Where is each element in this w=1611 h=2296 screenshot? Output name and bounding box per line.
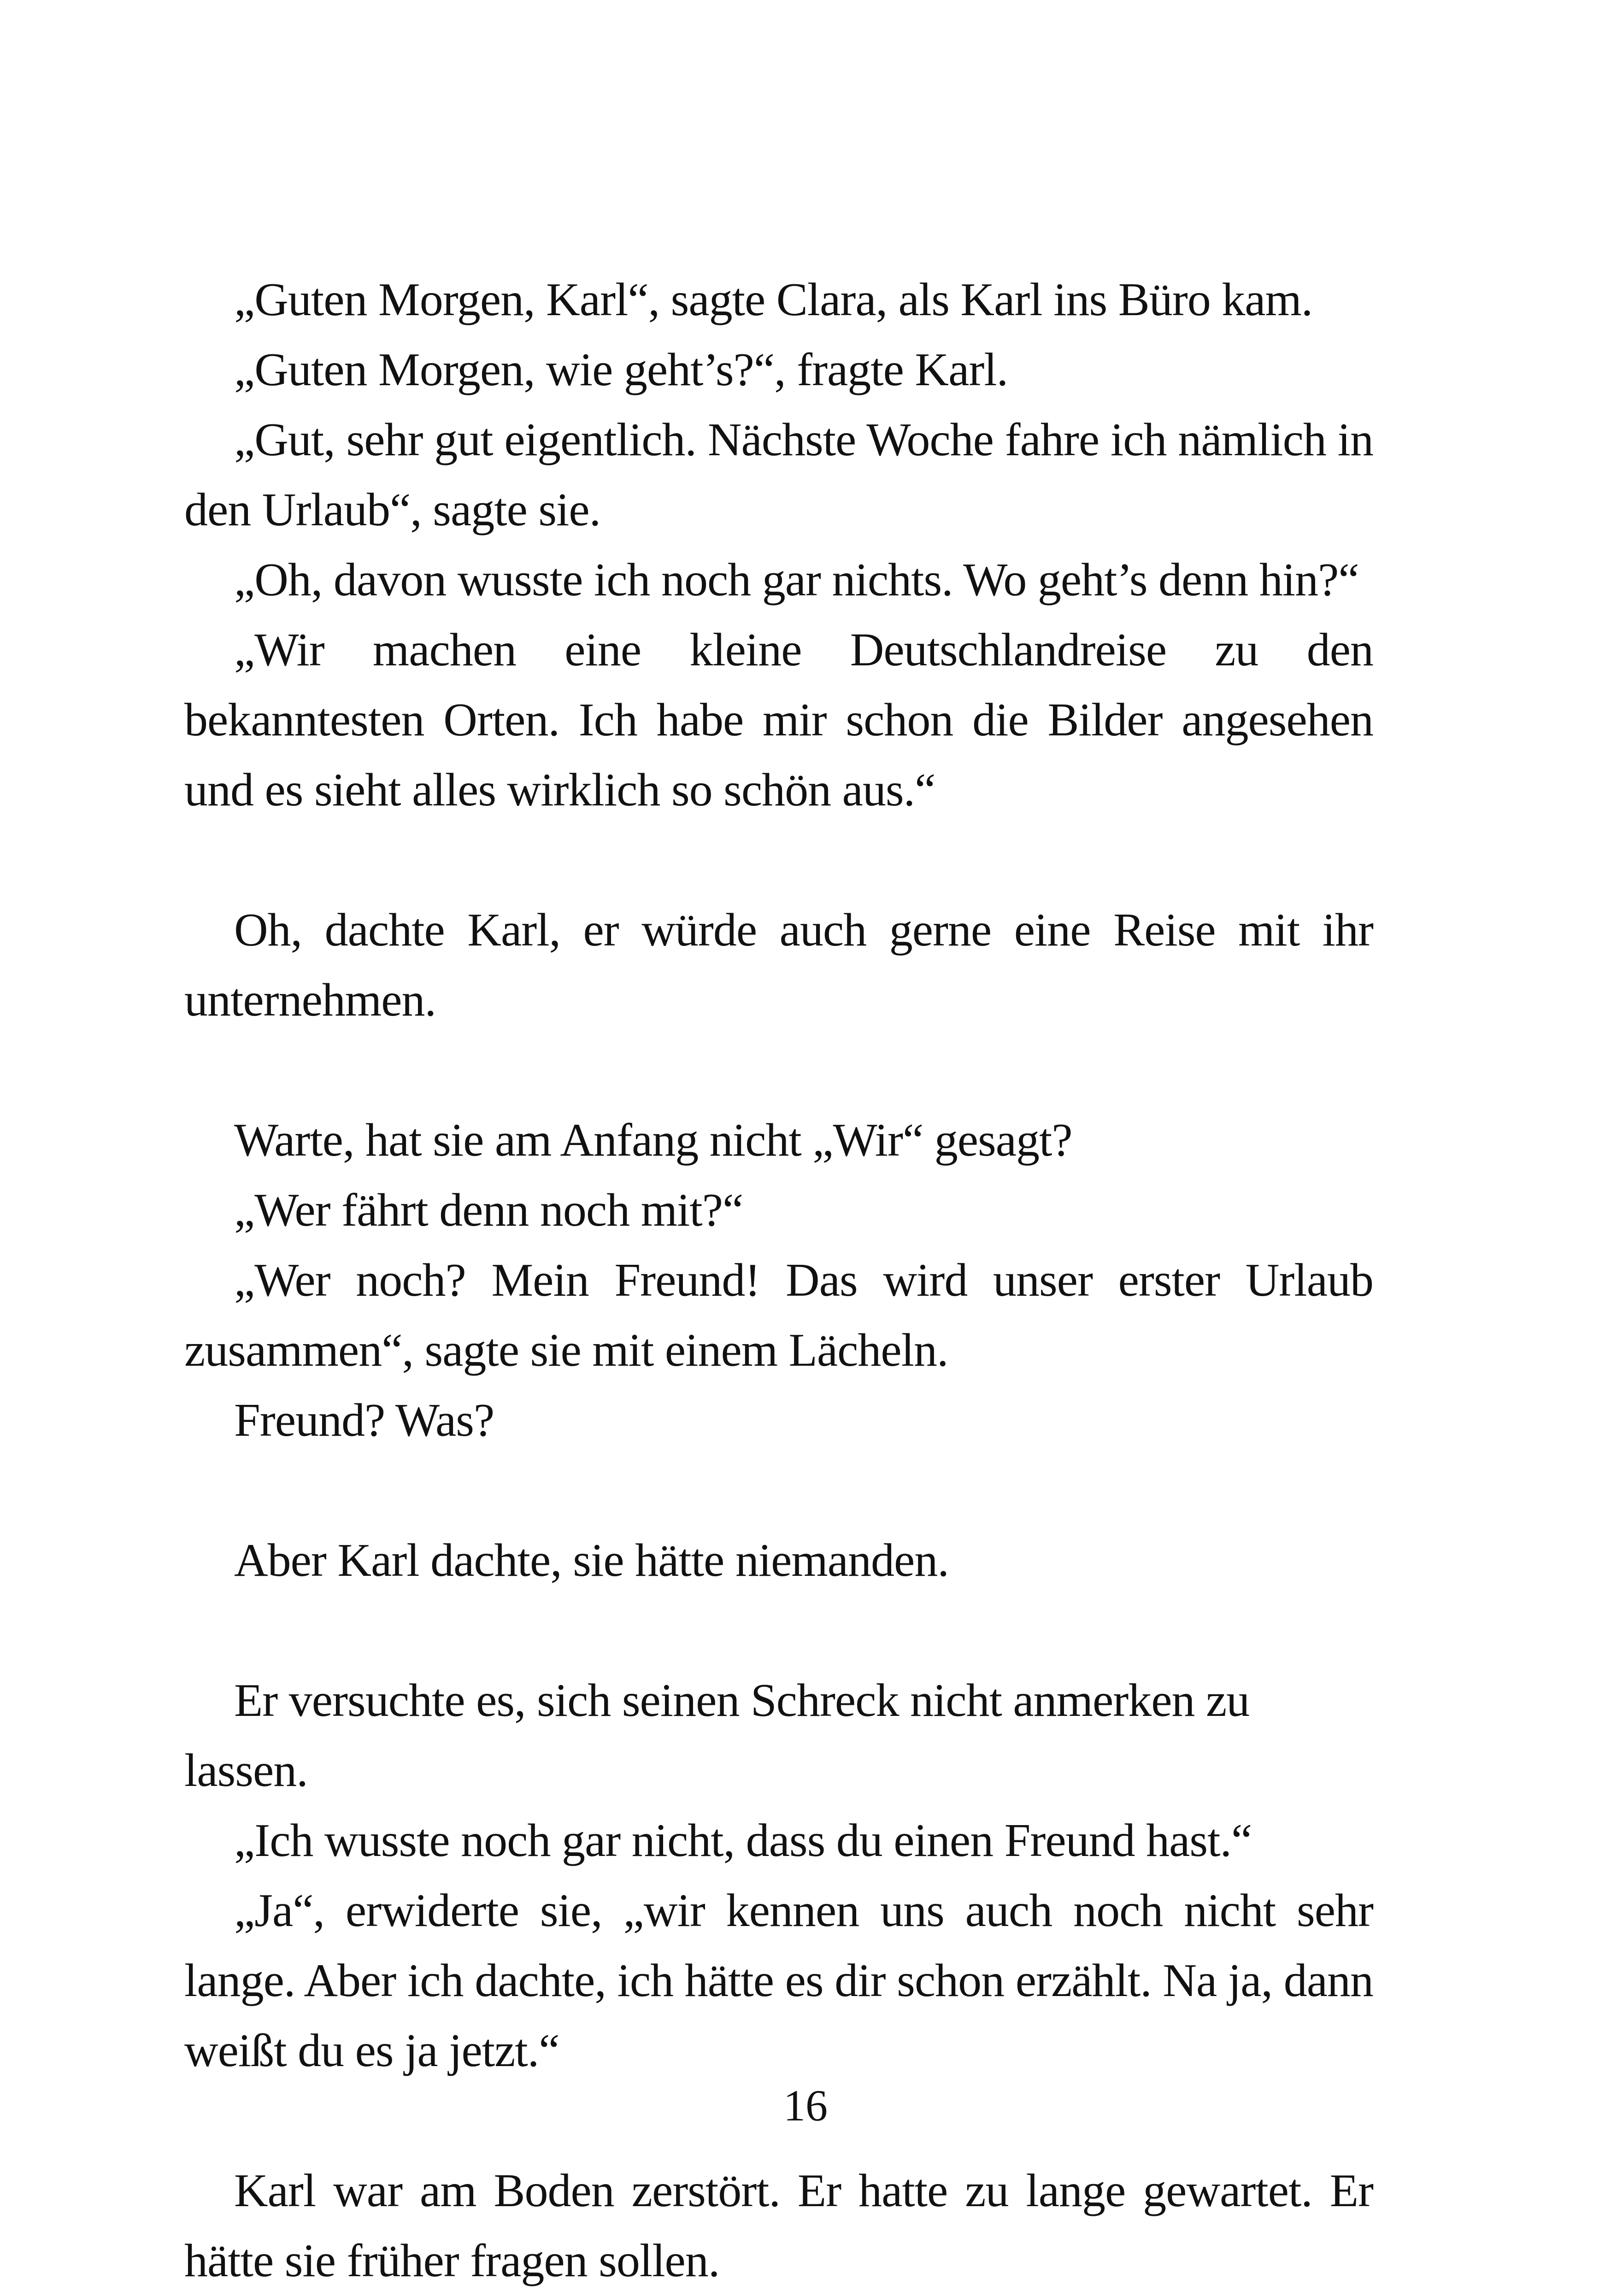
paragraph: „Guten Morgen, wie geht’s?“, fragte Karl. <box>234 344 1008 396</box>
paragraph: Warte, hat sie am Anfang nicht „Wir“ gesagt? <box>234 1114 1072 1166</box>
paragraph: Oh, dachte Karl, er würde auch gerne eine Reise mit ihr unternehmen. <box>184 904 1373 1026</box>
paragraph: „Ja“, erwiderte sie, „wir kennen uns auch noch nicht sehr lange. Aber ich dachte, ich hätte es dir schon erzählt. Na ja, dann weißt du es ja jetzt.“ <box>184 1885 1373 2077</box>
paragraph-gap <box>184 825 1373 895</box>
paragraph: „Gut, sehr gut eigentlich. Nächste Woche fahre ich nämlich in den Urlaub“, sagte sie. <box>184 414 1373 536</box>
paragraph: „Wer noch? Mein Freund! Das wird unser erster Urlaub zusammen“, sagte sie mit einem Lächeln. <box>184 1254 1373 1376</box>
paragraph: „Wir machen eine kleine Deutschlandreise zu den bekanntesten Orten. Ich habe mir schon die Bilder angesehen und es sieht alles wirklich so schön aus.“ <box>184 624 1373 816</box>
paragraph-gap <box>184 1456 1373 1526</box>
paragraph: Aber Karl dachte, sie hätte niemanden. <box>234 1534 949 1586</box>
paragraph: „Guten Morgen, Karl“, sagte Clara, als Karl ins Büro kam. <box>234 274 1313 326</box>
body-text <box>184 265 1373 2296</box>
page-number: 16 <box>783 2081 828 2130</box>
paragraph: Freund? Was? <box>234 1394 494 1446</box>
paragraph: Er versuchte es, sich seinen Schreck nicht anmerken zu lassen. <box>184 1674 1250 1797</box>
paragraph: „Ich wusste noch gar nicht, dass du einen Freund hast.“ <box>234 1814 1252 1867</box>
paragraph: „Wer fährt denn noch mit?“ <box>234 1184 743 1236</box>
paragraph: Karl war am Boden zerstört. Er hatte zu lange gewartet. Er hätte sie früher fragen sollen. <box>184 2165 1373 2287</box>
paragraph: „Oh, davon wusste ich noch gar nichts. Wo geht’s denn hin?“ <box>234 554 1359 606</box>
paragraph-gap <box>184 1035 1373 1105</box>
paragraph-gap <box>184 1596 1373 1666</box>
